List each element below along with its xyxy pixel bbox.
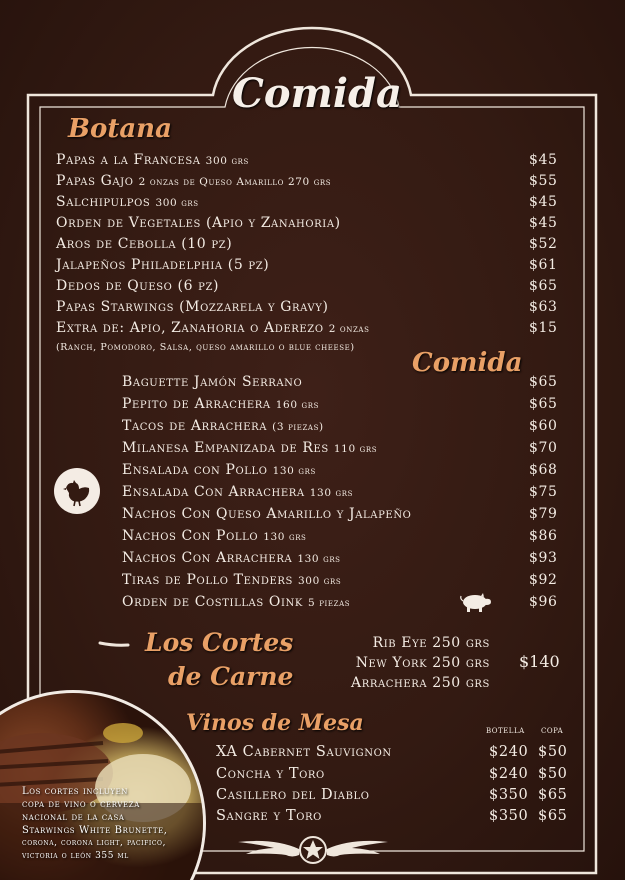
item-name: Nachos Con Pollo <box>122 528 259 544</box>
list-item <box>56 318 560 338</box>
item-price: $96 <box>529 594 558 610</box>
list-item <box>56 192 560 212</box>
item-price: $63 <box>529 299 558 315</box>
item-name: Orden de Costillas Oink <box>122 594 303 610</box>
item-price-copa: $50 <box>538 744 568 760</box>
item-price: $65 <box>529 374 558 390</box>
item-price: $75 <box>529 484 558 500</box>
item-note: 130 grs <box>297 553 341 565</box>
list-item <box>122 482 562 502</box>
section-heading-botana: Botana <box>68 114 172 144</box>
list-item <box>56 276 560 296</box>
item-note: 300 grs <box>298 575 342 587</box>
item-note: 300 grs <box>155 197 199 209</box>
caption-line: copa de vino o cerveza <box>22 799 140 810</box>
item-price: $45 <box>529 215 558 231</box>
list-item <box>122 592 562 612</box>
cortes-price: $140 <box>519 652 560 671</box>
item-name: Dedos de Queso (6 pz) <box>56 278 220 294</box>
caption-line: nacional de la casa <box>22 812 125 823</box>
item-note: 160 grs <box>275 399 320 411</box>
list-item <box>122 548 562 568</box>
list-item <box>56 234 560 254</box>
item-price-copa: $50 <box>538 766 568 782</box>
item-price-botella: $240 <box>489 744 529 760</box>
list-item <box>216 742 566 762</box>
list-item: Arrachera 250 grs <box>350 675 490 691</box>
item-price-copa: $65 <box>538 787 568 803</box>
item-price: $92 <box>529 572 558 588</box>
item-price-botella: $350 <box>489 808 529 824</box>
item-name: Orden de Vegetales (Apio y Zanahoria) <box>56 215 341 231</box>
list-item <box>216 806 566 826</box>
list-item <box>56 255 560 275</box>
item-name: Nachos Con Arrachera <box>122 550 293 566</box>
list-item <box>122 460 562 480</box>
list-item <box>216 764 566 784</box>
item-name: Sangre y Toro <box>216 808 322 824</box>
item-price: $79 <box>529 506 558 522</box>
cortes-list <box>300 633 490 693</box>
item-name: Pepito de Arrachera <box>122 396 271 412</box>
item-price: $52 <box>529 236 558 252</box>
item-name: Tacos de Arrachera <box>122 418 268 434</box>
list-item <box>122 394 562 414</box>
list-item: Rib Eye 250 grs <box>372 635 490 651</box>
list-item <box>216 785 566 805</box>
item-note: 5 piezas <box>308 597 351 609</box>
list-item <box>122 570 562 590</box>
item-price: $68 <box>529 462 558 478</box>
item-price: $70 <box>529 440 558 456</box>
item-price: $86 <box>529 528 558 544</box>
item-name: Milanesa Empanizada de Res <box>122 440 329 456</box>
item-name: Aros de Cebolla (10 pz) <box>56 236 233 252</box>
list-item <box>122 372 562 392</box>
list-item <box>122 416 562 436</box>
item-note: 130 grs <box>272 465 316 477</box>
column-header-copa: copa <box>541 725 564 736</box>
list-item <box>122 526 562 546</box>
section-heading-comida: Comida <box>412 348 523 378</box>
item-price: $61 <box>529 257 558 273</box>
item-price: $60 <box>529 418 558 434</box>
item-name: Extra de: Apio, Zanahoria o Aderezo <box>56 320 324 336</box>
item-name: Ensalada con Pollo <box>122 462 268 478</box>
caption-line: corona, corona light, pacifico, <box>22 838 167 848</box>
item-name: Papas a la Francesa <box>56 152 201 168</box>
item-price: $93 <box>529 550 558 566</box>
list-item <box>56 213 560 233</box>
caption-line: victoria o león 355 ml <box>22 851 129 861</box>
item-price: $45 <box>529 194 558 210</box>
list-item <box>56 171 560 191</box>
item-note: 300 grs <box>205 155 249 167</box>
list-item <box>56 150 560 170</box>
column-header-botella: botella <box>486 725 525 736</box>
list-item <box>122 438 562 458</box>
item-note: 2 onzas de Queso Amarillo 270 grs <box>138 176 332 188</box>
item-name: Nachos Con Queso Amarillo y Jalapeño <box>122 506 412 522</box>
item-price: $65 <box>529 396 558 412</box>
caption-line: Starwings White Brunette, <box>22 825 168 836</box>
item-name: Ensalada Con Arrachera <box>122 484 305 500</box>
item-price: $45 <box>529 152 558 168</box>
item-price: $55 <box>529 173 558 189</box>
item-name: Papas Starwings (Mozzarela y Gravy) <box>56 299 329 315</box>
photo-caption <box>22 785 192 863</box>
item-note: (3 piezas) <box>272 421 324 433</box>
section-heading-vinos: Vinos de Mesa <box>186 710 364 736</box>
caption-line: Los cortes incluyen <box>22 786 129 797</box>
item-name: Concha y Toro <box>216 766 325 782</box>
item-name: Salchipulpos <box>56 194 151 210</box>
list-item: New York 250 grs <box>355 655 490 671</box>
list-item <box>56 297 560 317</box>
item-name: Tiras de Pollo Tenders <box>122 572 293 588</box>
item-name: Papas Gajo <box>56 173 134 189</box>
item-note: 2 onzas <box>328 323 370 335</box>
item-name: Casillero del Diablo <box>216 787 370 803</box>
item-price-copa: $65 <box>538 808 568 824</box>
item-name: Baguette Jamón Serrano <box>122 374 303 390</box>
item-price: $65 <box>529 278 558 294</box>
item-note: 130 grs <box>309 487 354 499</box>
item-price: $15 <box>529 320 558 336</box>
page-title: Comida <box>232 70 402 117</box>
section-heading-cortes-line1: Los Cortes <box>145 628 294 657</box>
item-name: Jalapeños Philadelphia (5 pz) <box>56 257 270 273</box>
item-price-botella: $350 <box>489 787 529 803</box>
section-heading-cortes-line2: de Carne <box>168 662 294 691</box>
item-price-botella: $240 <box>489 766 529 782</box>
botana-footnote: (Ranch, Pomodoro, Salsa, queso amarillo o blue cheese) <box>56 342 355 353</box>
item-note: 110 grs <box>333 443 378 455</box>
pig-icon <box>458 592 494 614</box>
list-item <box>122 504 562 524</box>
item-note: 130 grs <box>263 531 307 543</box>
winged-star-logo <box>234 832 392 866</box>
item-name: XA Cabernet Sauvignon <box>216 744 392 760</box>
chicken-icon <box>52 466 102 516</box>
